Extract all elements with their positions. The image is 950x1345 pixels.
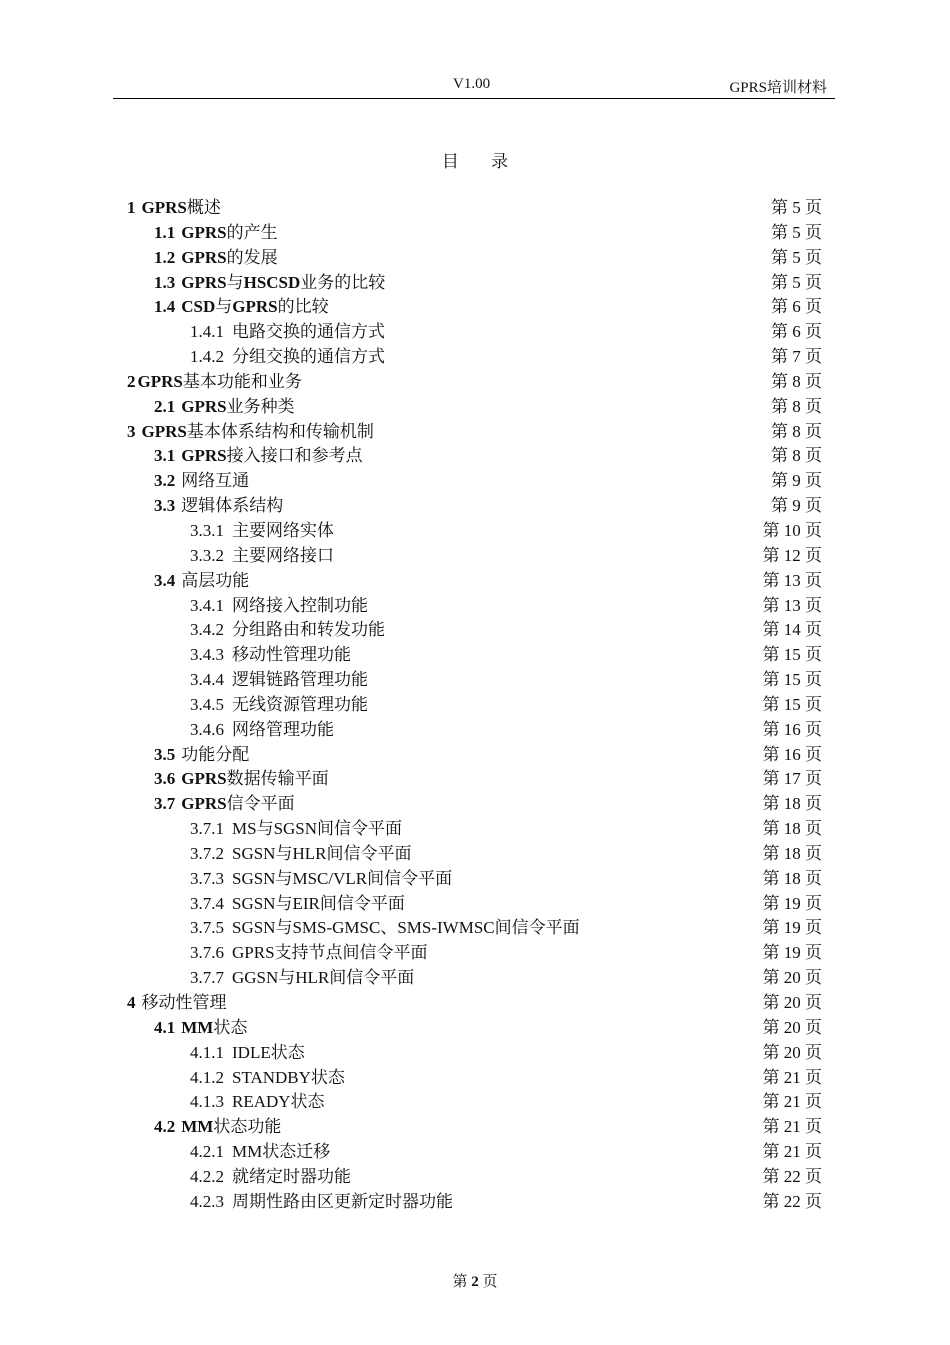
toc-entry[interactable]: [0, 544, 950, 569]
toc-entry-label: [154, 221, 278, 246]
toc-entry[interactable]: [0, 320, 950, 345]
toc-entry-number: 3.3: [154, 496, 176, 516]
toc-entry-page: 第 18 页: [762, 868, 822, 888]
toc-entry-text: 状态功能: [213, 1117, 282, 1137]
toc-entry-text: MM状态迁移: [232, 1142, 331, 1162]
toc-entry-label: [154, 569, 249, 594]
toc-entry-text: 分组交换的通信方式: [232, 347, 385, 367]
toc-entry-text: 网络管理功能: [232, 719, 334, 739]
toc-entry-text: GPRS: [232, 297, 278, 317]
toc-entry-text: 电路交换的通信方式: [232, 322, 385, 342]
toc-entry-text: 概述: [186, 198, 221, 217]
toc-entry-page: 第 19 页: [762, 893, 822, 913]
toc-entry-label: [190, 618, 385, 643]
toc-entry[interactable]: [0, 916, 950, 941]
toc-entry-text: GPRS: [181, 794, 227, 814]
toc-entry-number: 4.2.3: [190, 1191, 224, 1211]
toc-entry-label: [127, 420, 374, 445]
toc-entry-label: [190, 892, 405, 917]
toc-entry-number: 1.2: [154, 247, 176, 267]
toc-entry-label: [154, 469, 249, 494]
toc-entry-page: 第 18 页: [762, 843, 822, 863]
toc-entry-label: [190, 718, 334, 743]
toc-entry-page: 第 15 页: [762, 645, 822, 665]
toc-entry-page: 第 21 页: [762, 1067, 822, 1087]
toc-entry-label: [190, 519, 334, 544]
toc-entry[interactable]: [0, 767, 950, 792]
toc-entry-page: 第 15 页: [762, 670, 822, 690]
toc-entry-page: 第 22 页: [762, 1166, 822, 1186]
toc-entry-number: 4.2: [154, 1117, 176, 1137]
toc-entry[interactable]: [0, 966, 950, 991]
page-header: [113, 76, 835, 99]
toc-entry[interactable]: [0, 1090, 950, 1115]
toc-entry-text: READY状态: [232, 1092, 325, 1112]
toc-entry[interactable]: [0, 792, 950, 817]
toc-entry-label: [190, 643, 351, 668]
toc-entry-text: 业务种类: [226, 396, 295, 416]
toc-entry-text: 周期性路由区更新定时器功能: [232, 1191, 453, 1211]
toc-entry-text: GPRS: [141, 198, 187, 217]
toc-entry[interactable]: [0, 420, 950, 445]
toc-entry-number: 1.3: [154, 272, 176, 292]
toc-entry-label: [190, 941, 428, 966]
toc-entry-text: 数据传输平面: [226, 769, 329, 789]
toc-entry[interactable]: [0, 941, 950, 966]
toc-entry-text: STANDBY状态: [232, 1067, 345, 1087]
toc-entry[interactable]: [0, 1115, 950, 1140]
toc-entry-page: 第 16 页: [762, 744, 822, 764]
toc-entry-label: [190, 1190, 453, 1215]
toc-entry-text: 主要网络实体: [232, 520, 334, 540]
toc-entry-page: 第 5 页: [771, 222, 822, 242]
toc-entry-number: 1: [127, 198, 136, 217]
toc-entry-number: 3.7: [154, 794, 176, 814]
toc-entry-text: 的产生: [226, 222, 278, 242]
toc-entry[interactable]: [0, 1165, 950, 1190]
toc-entry-text: 状态: [213, 1017, 248, 1037]
toc-entry[interactable]: [0, 494, 950, 519]
toc-entry-label: [154, 444, 363, 469]
toc-entry[interactable]: [0, 743, 950, 768]
toc-entry-page: 第 13 页: [762, 595, 822, 615]
toc-entry-page: 第 5 页: [771, 272, 822, 292]
toc-entry-label: [190, 693, 368, 718]
toc-entry-label: [154, 271, 385, 296]
toc-entry-number: 4.1.1: [190, 1042, 224, 1062]
toc-heading: 目 录: [441, 152, 523, 171]
toc-entry-label: [190, 594, 368, 619]
toc-entry-page: 第 20 页: [762, 1017, 822, 1037]
toc-entry-label: [127, 370, 302, 395]
toc-entry-number: 1.4.2: [190, 347, 224, 367]
toc-entry-page: 第 19 页: [762, 943, 822, 963]
toc-entry-label: [190, 842, 411, 867]
toc-entry-label: [190, 345, 385, 370]
document-title: GPRS培训材料: [729, 80, 827, 96]
toc-entry-number: 3.2: [154, 471, 176, 491]
toc-entry-number: 2: [127, 371, 136, 391]
toc-entry-page: 第 13 页: [762, 570, 822, 590]
toc-entry-page: 第 5 页: [771, 198, 822, 217]
toc-entry-number: 1.4.1: [190, 322, 224, 342]
toc-entry-page: 第 20 页: [762, 1042, 822, 1062]
toc-entry-text: 无线资源管理功能: [232, 694, 368, 714]
toc-entry-number: 3.4.5: [190, 694, 224, 714]
toc-entry-page: 第 10 页: [762, 520, 822, 540]
toc-entry-page: 第 21 页: [762, 1117, 822, 1137]
toc-entry[interactable]: [0, 618, 950, 643]
toc-entry-number: 3.4.6: [190, 719, 224, 739]
toc-entry[interactable]: [0, 444, 950, 469]
toc-entry-text: 就绪定时器功能: [232, 1166, 351, 1186]
toc-entry-page: 第 18 页: [762, 794, 822, 814]
toc-entry[interactable]: [0, 519, 950, 544]
toc-entry-number: 3.7.5: [190, 918, 224, 938]
toc-entry-label: [190, 1090, 325, 1115]
toc-entry-text: 高层功能: [181, 570, 250, 590]
toc-entry-number: 3.4.1: [190, 595, 224, 615]
toc-entry-label: [154, 743, 249, 768]
toc-entry-page: 第 16 页: [762, 719, 822, 739]
toc-entry-label: [190, 320, 385, 345]
toc-entry-text: GPRS: [181, 247, 227, 267]
toc-entry-number: 3.4.4: [190, 670, 224, 690]
toc-entry-text: 业务的比较: [300, 272, 386, 292]
toc-entry-text: 逻辑体系结构: [181, 496, 284, 516]
toc-entry-text: 网络互通: [181, 471, 250, 491]
toc-entry-text: 信令平面: [226, 794, 295, 814]
toc-entry-number: 3.6: [154, 769, 176, 789]
toc-entry[interactable]: [0, 718, 950, 743]
toc-entry[interactable]: [0, 1041, 950, 1066]
toc-entry-number: 3.3.2: [190, 545, 224, 565]
toc-entry-number: 4: [127, 993, 136, 1012]
footer-page-number: 2: [471, 1274, 479, 1290]
page-footer: [0, 1270, 950, 1291]
toc-entry-text: SGSN与HLR间信令平面: [232, 843, 412, 863]
toc-entry-number: 4.1.3: [190, 1092, 224, 1112]
toc-entry-page: 第 6 页: [771, 322, 822, 342]
toc-entry-text: 功能分配: [181, 744, 250, 764]
toc-entry-text: GPRS: [137, 371, 183, 391]
toc-entry-number: 4.1: [154, 1017, 176, 1037]
toc-entry-page: 第 19 页: [762, 918, 822, 938]
toc-entry[interactable]: [0, 867, 950, 892]
toc-entry-label: [154, 246, 278, 271]
toc-entry-text: 接入接口和参考点: [226, 446, 363, 466]
toc-entry[interactable]: [0, 693, 950, 718]
toc-entry-label: [127, 991, 227, 1016]
toc-entry-text: MS与SGSN间信令平面: [232, 819, 403, 839]
toc-entry-text: SGSN与MSC/VLR间信令平面: [232, 868, 453, 888]
toc-entry-label: [154, 395, 295, 420]
toc-entry-text: 的发展: [226, 247, 278, 267]
toc-entry-label: [190, 1041, 305, 1066]
toc-entry-page: 第 6 页: [771, 297, 822, 317]
toc-entry-label: [127, 196, 221, 221]
toc-entry-page: 第 8 页: [771, 396, 822, 416]
toc-entry-page: 第 20 页: [762, 968, 822, 988]
toc-entry-text: 与: [226, 272, 244, 292]
toc-entry-page: 第 7 页: [771, 347, 822, 367]
toc-entry-text: GPRS: [181, 446, 227, 466]
toc-entry[interactable]: [0, 1140, 950, 1165]
toc-entry-number: 3.4.3: [190, 645, 224, 665]
toc-entry-text: 的比较: [277, 297, 329, 317]
toc-entry-number: 3.7.6: [190, 943, 224, 963]
toc-entry-number: 1.4: [154, 297, 176, 317]
toc-entry[interactable]: [0, 271, 950, 296]
toc-entry-page: 第 18 页: [762, 819, 822, 839]
toc-entry-text: 基本功能和业务: [182, 371, 302, 391]
toc-entry-text: GPRS支持节点间信令平面: [232, 943, 428, 963]
toc-entry-label: [154, 1016, 247, 1041]
toc-entry[interactable]: [0, 569, 950, 594]
toc-entry-label: [190, 668, 368, 693]
toc-entry-text: 基本体系结构和传输机制: [186, 421, 374, 441]
toc-entry-number: 3: [127, 421, 136, 441]
toc-entry-number: 4.1.2: [190, 1067, 224, 1087]
toc-entry-text: 网络接入控制功能: [232, 595, 368, 615]
toc-entry[interactable]: [0, 295, 950, 320]
toc-entry[interactable]: [0, 1066, 950, 1091]
toc-entry-number: 3.7.2: [190, 843, 224, 863]
toc-entry[interactable]: [0, 668, 950, 693]
table-of-contents: [0, 196, 950, 1215]
toc-entry[interactable]: [0, 892, 950, 917]
toc-entry[interactable]: [0, 594, 950, 619]
toc-entry-text: 分组路由和转发功能: [232, 620, 385, 640]
toc-entry-page: 第 9 页: [771, 496, 822, 516]
toc-entry-number: 3.7.1: [190, 819, 224, 839]
toc-entry[interactable]: [0, 370, 950, 395]
toc-entry-label: [190, 1165, 351, 1190]
toc-entry-label: [190, 817, 402, 842]
toc-entry[interactable]: [0, 1190, 950, 1215]
toc-entry-label: [154, 295, 329, 320]
toc-entry-text: HSCSD: [243, 272, 301, 292]
toc-entry[interactable]: [0, 991, 950, 1016]
toc-entry-label: [190, 1066, 345, 1091]
toc-entry-text: GPRS: [141, 421, 187, 441]
toc-entry[interactable]: [0, 643, 950, 668]
toc-entry-number: 3.3.1: [190, 520, 224, 540]
toc-entry-number: 3.7.3: [190, 868, 224, 888]
toc-entry-number: 3.7.7: [190, 968, 224, 988]
toc-entry-page: 第 8 页: [771, 421, 822, 441]
toc-entry-number: 3.4: [154, 570, 176, 590]
toc-entry-label: [154, 1115, 281, 1140]
toc-entry-label: [190, 867, 452, 892]
toc-entry-label: [154, 792, 295, 817]
toc-entry-number: 3.5: [154, 744, 176, 764]
toc-entry-number: 2.1: [154, 396, 176, 416]
toc-entry[interactable]: [0, 842, 950, 867]
toc-entry-label: [190, 1140, 330, 1165]
toc-entry-page: 第 22 页: [762, 1191, 822, 1211]
toc-entry-text: GPRS: [181, 272, 227, 292]
toc-entry-page: 第 8 页: [771, 371, 822, 391]
toc-entry-text: 逻辑链路管理功能: [232, 670, 368, 690]
toc-entry-number: 3.4.2: [190, 620, 224, 640]
toc-entry-page: 第 9 页: [771, 471, 822, 491]
toc-entry-text: SGSN与EIR间信令平面: [232, 893, 405, 913]
toc-entry-text: SGSN与SMS-GMSC、SMS-IWMSC间信令平面: [232, 918, 580, 938]
toc-entry-page: 第 15 页: [762, 694, 822, 714]
toc-entry-number: 3.1: [154, 446, 176, 466]
toc-entry-label: [190, 966, 414, 991]
toc-entry-page: 第 20 页: [762, 993, 822, 1012]
toc-entry[interactable]: [0, 817, 950, 842]
toc-entry[interactable]: [0, 395, 950, 420]
toc-entry-number: 1.1: [154, 222, 176, 242]
toc-entry-label: [190, 916, 580, 941]
toc-entry[interactable]: [0, 196, 950, 221]
toc-entry-page: 第 17 页: [762, 769, 822, 789]
toc-entry[interactable]: [0, 345, 950, 370]
toc-entry-page: 第 14 页: [762, 620, 822, 640]
toc-entry-text: 与: [215, 297, 233, 317]
toc-entry-number: 3.7.4: [190, 893, 224, 913]
toc-entry-text: IDLE状态: [232, 1042, 305, 1062]
toc-entry-number: 4.2.1: [190, 1142, 224, 1162]
toc-entry[interactable]: [0, 221, 950, 246]
toc-entry[interactable]: [0, 1016, 950, 1041]
toc-entry-text: 主要网络接口: [232, 545, 334, 565]
toc-entry-label: [190, 544, 334, 569]
toc-entry-text: GPRS: [181, 769, 227, 789]
footer-suffix: 页: [482, 1274, 498, 1290]
toc-entry-text: GGSN与HLR间信令平面: [232, 968, 415, 988]
toc-entry[interactable]: [0, 469, 950, 494]
toc-entry-page: 第 8 页: [771, 446, 822, 466]
toc-entry[interactable]: [0, 246, 950, 271]
toc-entry-label: [154, 494, 283, 519]
footer-prefix: 第: [452, 1274, 468, 1290]
toc-entry-page: 第 12 页: [762, 545, 822, 565]
toc-entry-text: GPRS: [181, 396, 227, 416]
toc-entry-page: 第 5 页: [771, 247, 822, 267]
toc-entry-text: GPRS: [181, 222, 227, 242]
toc-entry-text: MM: [181, 1117, 214, 1137]
toc-entry-page: 第 21 页: [762, 1142, 822, 1162]
toc-entry-text: 移动性管理功能: [232, 645, 351, 665]
toc-entry-text: MM: [181, 1017, 214, 1037]
toc-entry-text: 移动性管理: [141, 993, 227, 1012]
toc-entry-label: [154, 767, 329, 792]
toc-entry-text: CSD: [181, 297, 216, 317]
toc-entry-number: 4.2.2: [190, 1166, 224, 1186]
toc-entry-page: 第 21 页: [762, 1092, 822, 1112]
version-label: V1.00: [453, 76, 491, 92]
